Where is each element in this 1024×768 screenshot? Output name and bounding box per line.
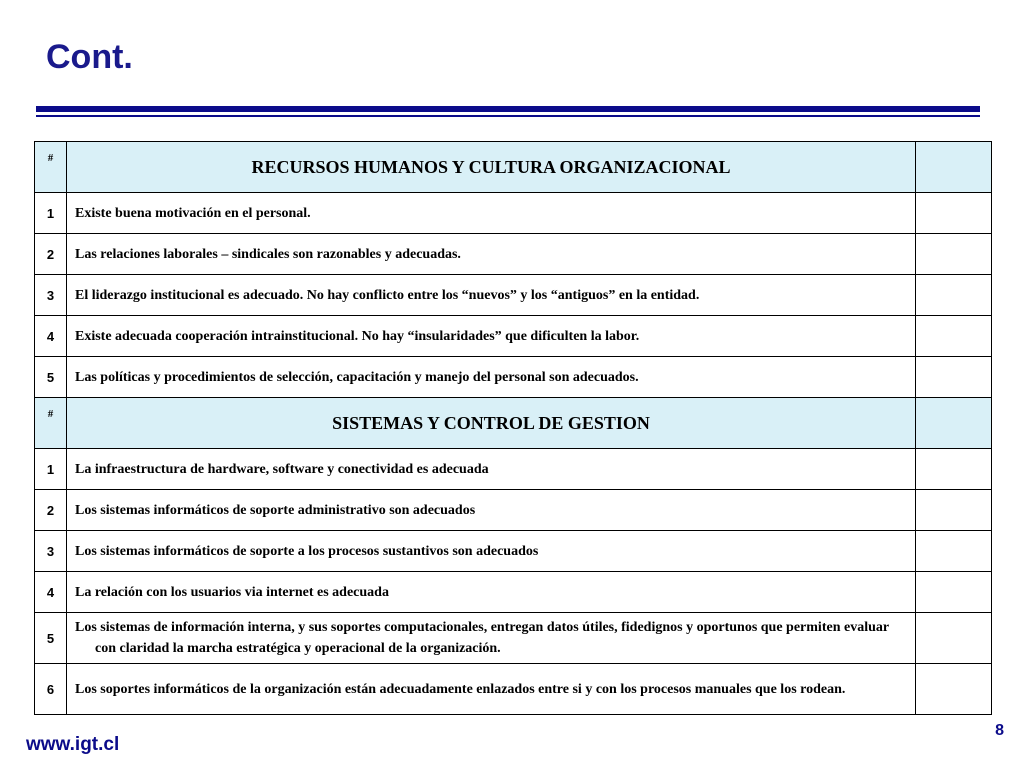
item-number: 4 <box>35 572 67 613</box>
section-header-row <box>35 398 992 449</box>
item-check-cell[interactable] <box>916 357 992 398</box>
section-number-header: # <box>35 142 67 193</box>
assessment-table <box>34 141 992 715</box>
section-header-row <box>35 142 992 193</box>
item-check-cell[interactable] <box>916 193 992 234</box>
table-row <box>35 234 992 275</box>
footer-url: www.igt.cl <box>26 734 120 755</box>
item-text: Existe adecuada cooperación intrainstitucional. No hay “insularidades” que dificulten la labor. <box>67 316 916 357</box>
title-divider-thin <box>36 115 980 117</box>
item-text-cell <box>67 613 916 664</box>
section-title: RECURSOS HUMANOS Y CULTURA ORGANIZACIONAL <box>67 142 916 193</box>
item-number: 1 <box>35 449 67 490</box>
item-check-cell[interactable] <box>916 572 992 613</box>
table-row <box>35 316 992 357</box>
title-divider-thick <box>36 106 980 112</box>
item-text: La infraestructura de hardware, software y conectividad es adecuada <box>67 449 916 490</box>
item-text: El liderazgo institucional es adecuado. No hay conflicto entre los “nuevos” y los “antiguos” en la entidad. <box>67 275 916 316</box>
item-text: Los sistemas de información interna, y sus soportes computacionales, entregan datos útiles, fidedignos y oportunos que permiten evaluar con claridad la marcha estratégica y operacional de la organización. <box>75 620 889 656</box>
page-number: 8 <box>995 722 1004 739</box>
item-number: 5 <box>35 613 67 664</box>
item-number: 1 <box>35 193 67 234</box>
item-check-cell[interactable] <box>916 531 992 572</box>
item-text: Los sistemas informáticos de soporte a los procesos sustantivos son adecuados <box>67 531 916 572</box>
item-check-cell[interactable] <box>916 316 992 357</box>
section-check-cell <box>916 142 992 193</box>
item-text: La relación con los usuarios via internet es adecuada <box>67 572 916 613</box>
table-row <box>35 490 992 531</box>
item-text: Los soportes informáticos de la organización están adecuadamente enlazados entre si y con los procesos manuales que los rodean. <box>75 681 846 697</box>
item-number: 5 <box>35 357 67 398</box>
item-text: Los sistemas informáticos de soporte administrativo son adecuados <box>67 490 916 531</box>
item-check-cell[interactable] <box>916 613 992 664</box>
item-text-cell <box>67 664 916 715</box>
item-text: Las relaciones laborales – sindicales son razonables y adecuadas. <box>67 234 916 275</box>
table-row <box>35 664 992 715</box>
item-text: Existe buena motivación en el personal. <box>67 193 916 234</box>
slide-title: Cont. <box>46 38 133 76</box>
table-row <box>35 449 992 490</box>
item-number: 6 <box>35 664 67 715</box>
section-number-header: # <box>35 398 67 449</box>
item-check-cell[interactable] <box>916 275 992 316</box>
item-number: 4 <box>35 316 67 357</box>
section-title: SISTEMAS Y CONTROL DE GESTION <box>67 398 916 449</box>
table-row <box>35 193 992 234</box>
item-check-cell[interactable] <box>916 449 992 490</box>
section-check-cell <box>916 398 992 449</box>
item-number: 2 <box>35 234 67 275</box>
table-row <box>35 572 992 613</box>
table-row <box>35 531 992 572</box>
item-text: Las políticas y procedimientos de selección, capacitación y manejo del personal son adecuados. <box>67 357 916 398</box>
item-number: 3 <box>35 275 67 316</box>
item-number: 3 <box>35 531 67 572</box>
item-check-cell[interactable] <box>916 490 992 531</box>
table-row <box>35 275 992 316</box>
item-check-cell[interactable] <box>916 234 992 275</box>
item-check-cell[interactable] <box>916 664 992 715</box>
item-number: 2 <box>35 490 67 531</box>
table-row <box>35 357 992 398</box>
table-row <box>35 613 992 664</box>
